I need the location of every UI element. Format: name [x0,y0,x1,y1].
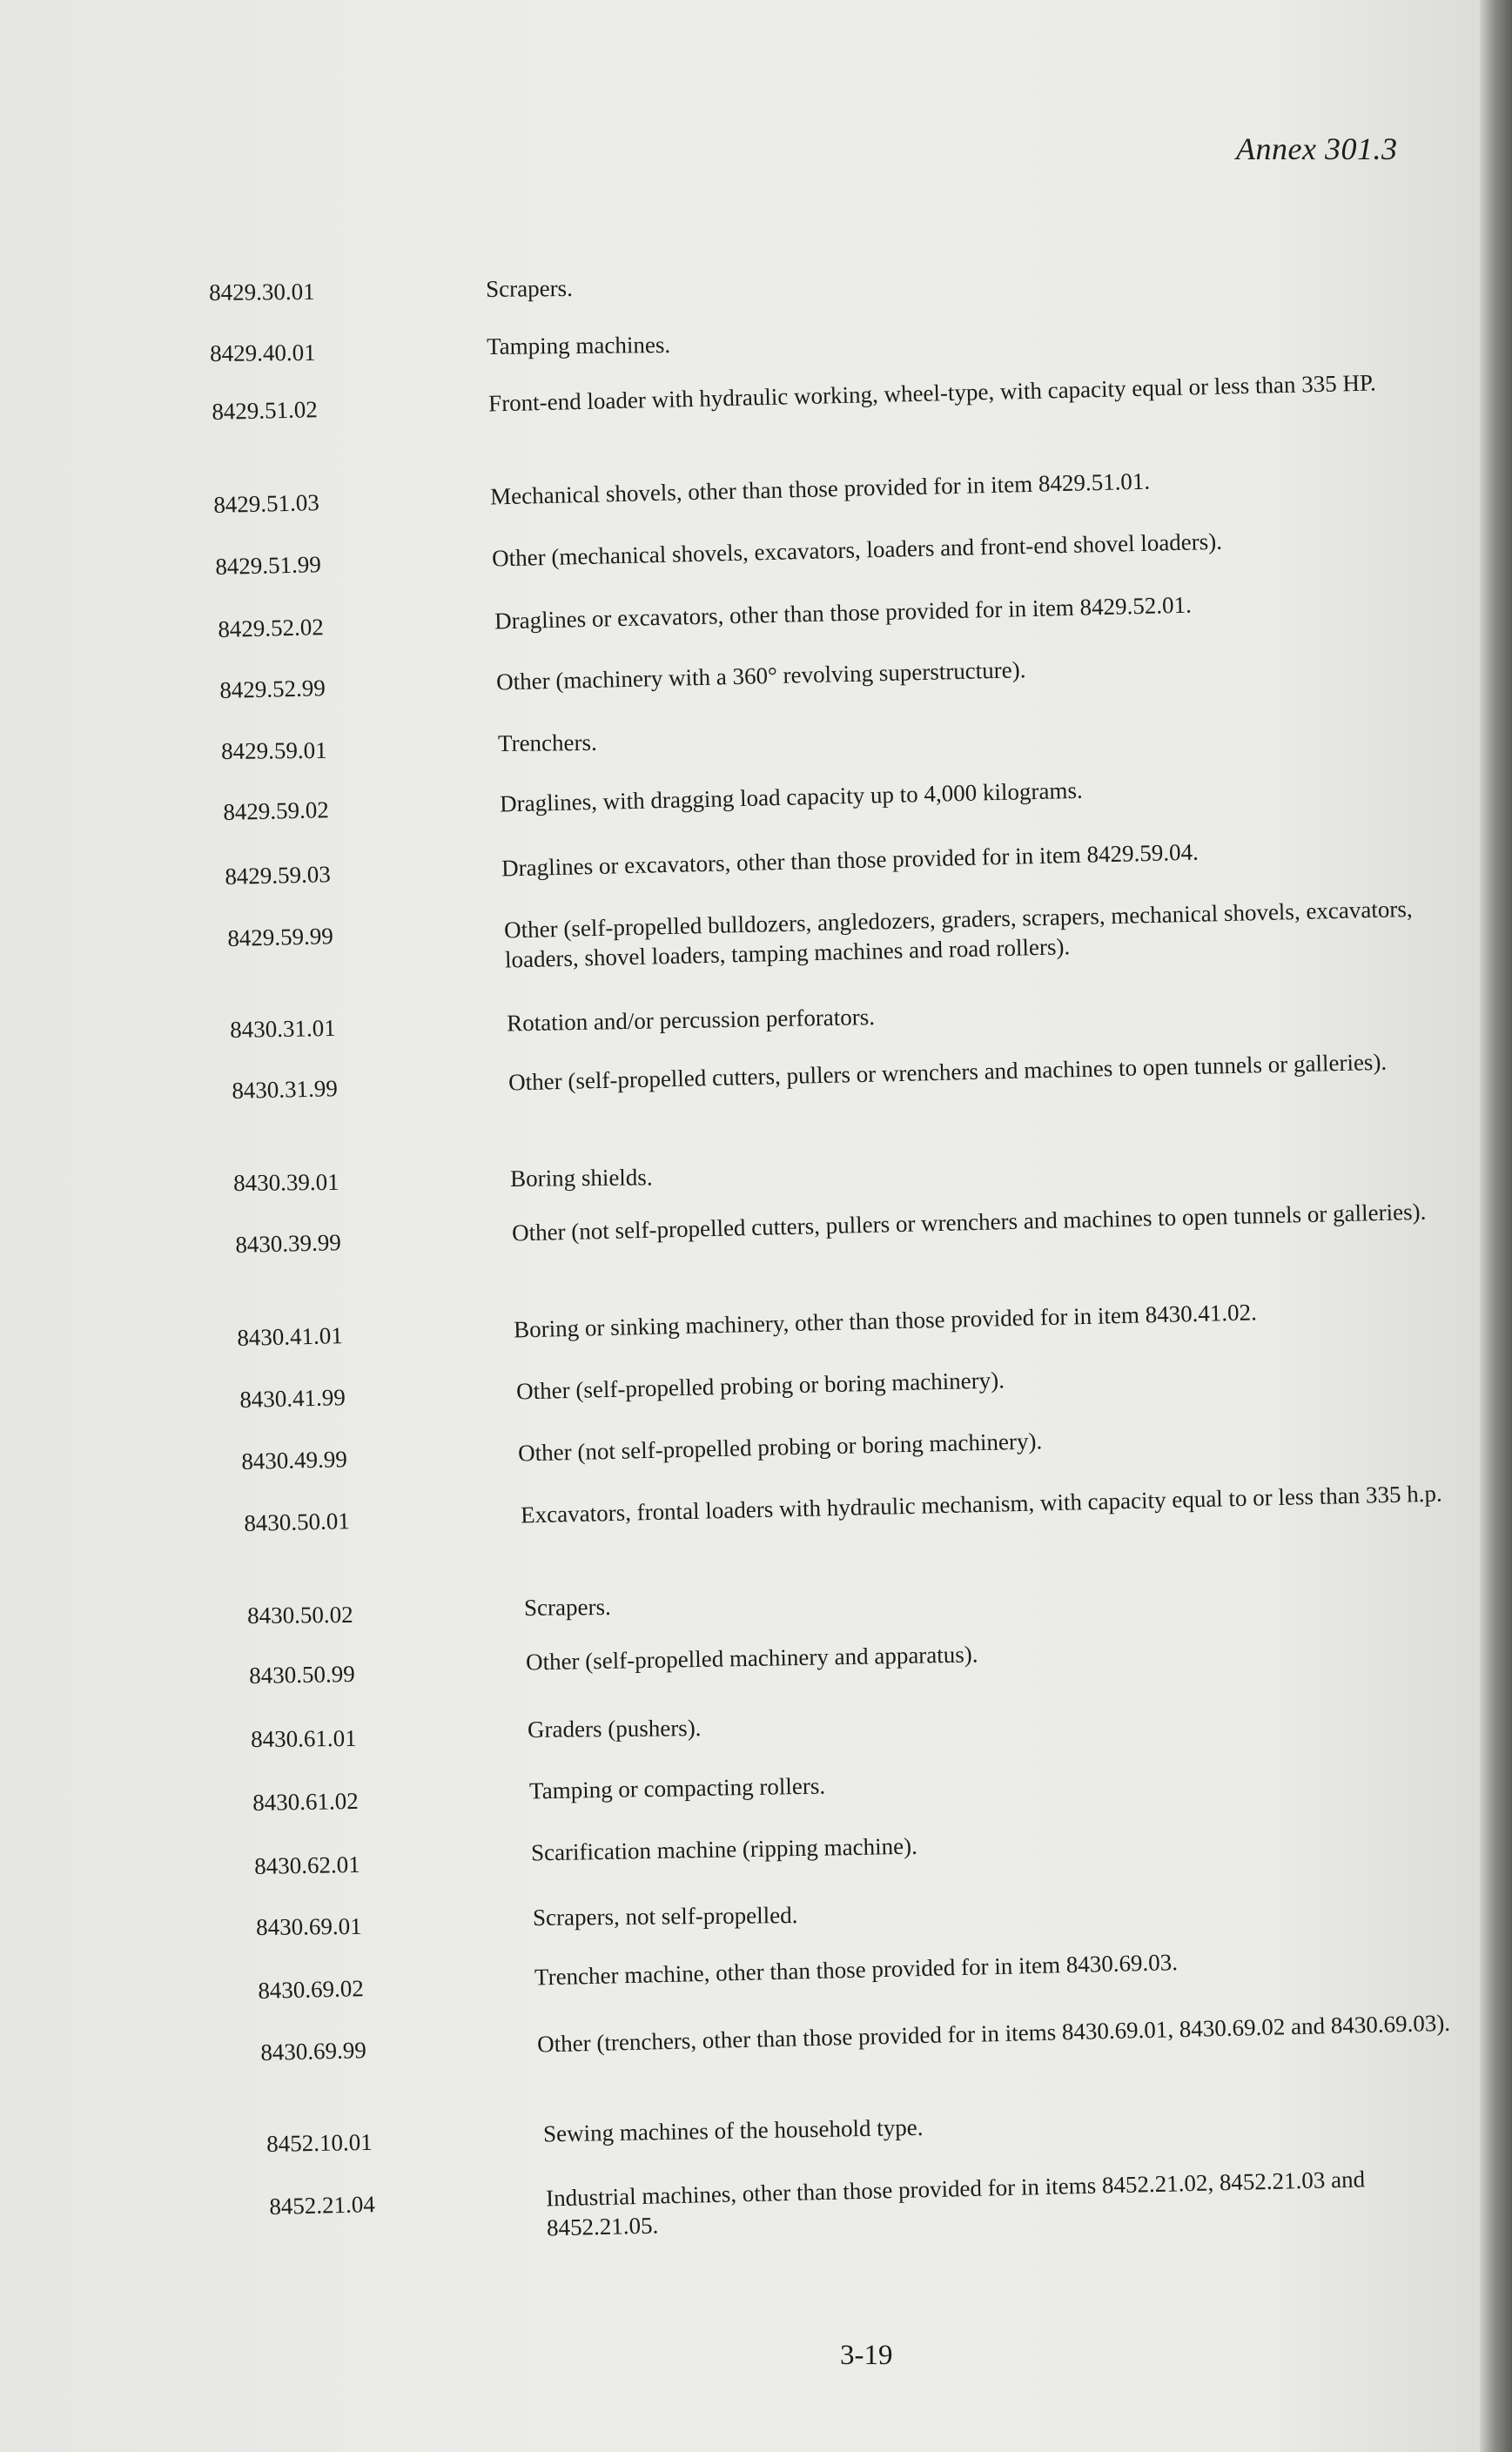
tariff-description: Trencher machine, other than those provided for in item 8430.69.03. [534,1949,1179,1991]
tariff-code: 8430.31.99 [232,1075,339,1104]
tariff-code: 8430.69.99 [260,2037,367,2066]
tariff-code: 8429.52.99 [219,675,326,703]
tariff-description: Scrapers. [486,274,574,302]
tariff-code: 8429.51.03 [213,489,320,518]
tariff-code: 8452.10.01 [266,2128,373,2157]
tariff-code: 8430.69.01 [256,1912,362,1940]
tariff-description: Other (self-propelled machinery and apparatus). [525,1641,978,1676]
tariff-description: Trenchers. [497,729,597,756]
tariff-code: 8430.61.01 [251,1724,357,1752]
tariff-description: Scrapers, not self-propelled. [532,1902,798,1931]
tariff-code: 8430.50.99 [249,1660,356,1689]
tariff-code: 8430.50.01 [244,1508,351,1536]
tariff-description: Boring or sinking machinery, other than those provided for in item 8430.41.02. [513,1299,1258,1343]
tariff-description: Tamping or compacting rollers. [528,1772,826,1804]
tariff-code: 8429.59.03 [225,861,332,890]
tariff-code: 8430.49.99 [241,1446,348,1475]
tariff-code: 8430.69.02 [258,1975,365,2004]
tariff-description: Sewing machines of the household type. [542,2113,924,2147]
tariff-code: 8429.40.01 [210,339,316,366]
tariff-description: Other (self-propelled cutters, pullers or wrenchers and machines to open tunnels or galleries). [507,1048,1388,1096]
tariff-description: Rotation and/or percussion perforators. [506,1004,876,1037]
tariff-code: 8429.30.01 [209,278,315,306]
tariff-description: Other (trenchers, other than those provided for in items 8430.69.01, 8430.69.02 and 8430.69.03). [536,2009,1451,2058]
tariff-description: Other (machinery with a 360° revolving superstructure). [495,656,1026,695]
tariff-description: Other (self-propelled probing or boring machinery). [515,1367,1005,1405]
tariff-description: Boring shields. [509,1164,653,1192]
tariff-description: Other (not self-propelled cutters, pullers or wrenchers and machines to open tunnels or galleries). [511,1198,1427,1246]
tariff-code: 8430.39.01 [233,1168,339,1196]
tariff-description: Draglines or excavators, other than those provided for in item 8429.52.01. [494,591,1193,635]
tariff-code: 8429.51.99 [215,551,322,580]
tariff-code: 8429.52.02 [218,614,325,642]
page-number: 3-19 [840,2340,893,2371]
tariff-code: 8429.51.02 [212,396,319,425]
tariff-description: Front-end loader with hydraulic working, wheel-type, with capacity equal or less than 335 HP. [487,369,1377,417]
tariff-description: Scrapers. [523,1593,611,1621]
tariff-description: Excavators, frontal loaders with hydraulic mechanism, with capacity equal to or less than 335 h.p. [520,1480,1442,1528]
tariff-description: Draglines or excavators, other than those provided for in item 8429.59.04. [501,838,1200,882]
tariff-description: Draglines, with dragging load capacity up to 4,000 kilograms. [499,776,1083,817]
annex-header: Annex 301.3 [1236,131,1398,166]
tariff-description: Other (mechanical shovels, excavators, loaders and front-end shovel loaders). [491,527,1223,572]
tariff-code: 8429.59.99 [227,923,334,951]
tariff-code: 8429.59.02 [223,796,330,825]
tariff-code: 8430.39.99 [235,1229,342,1258]
tariff-description: Industrial machines, other than those provided for in items 8452.21.02, 8452.21.03 and 8452.21.05. [545,2166,1366,2241]
tariff-description: Graders (pushers). [527,1715,702,1743]
tariff-code: 8430.31.01 [230,1014,337,1043]
tariff-description: Scarification machine (ripping machine). [530,1832,918,1866]
tariff-code: 8430.41.99 [239,1384,346,1413]
tariff-description: Other (not self-propelled probing or boring machinery). [517,1428,1043,1467]
tariff-description: Other (self-propelled bulldozers, angledozers, graders, scrapers, mechanical shovels, excavators, loaders, shovel loaders, tamping machines and road rollers). [503,895,1413,973]
tariff-code: 8452.21.04 [269,2191,376,2220]
tariff-code: 8430.62.01 [254,1851,361,1879]
tariff-description: Mechanical shovels, other than those provided for in item 8429.51.01. [489,467,1151,510]
tariff-code: 8430.50.02 [247,1601,353,1629]
tariff-description: Tamping machines. [486,331,671,359]
tariff-code: 8429.59.01 [221,736,327,764]
tariff-code: 8430.61.02 [252,1787,360,1816]
tariff-code: 8430.41.01 [237,1322,344,1351]
